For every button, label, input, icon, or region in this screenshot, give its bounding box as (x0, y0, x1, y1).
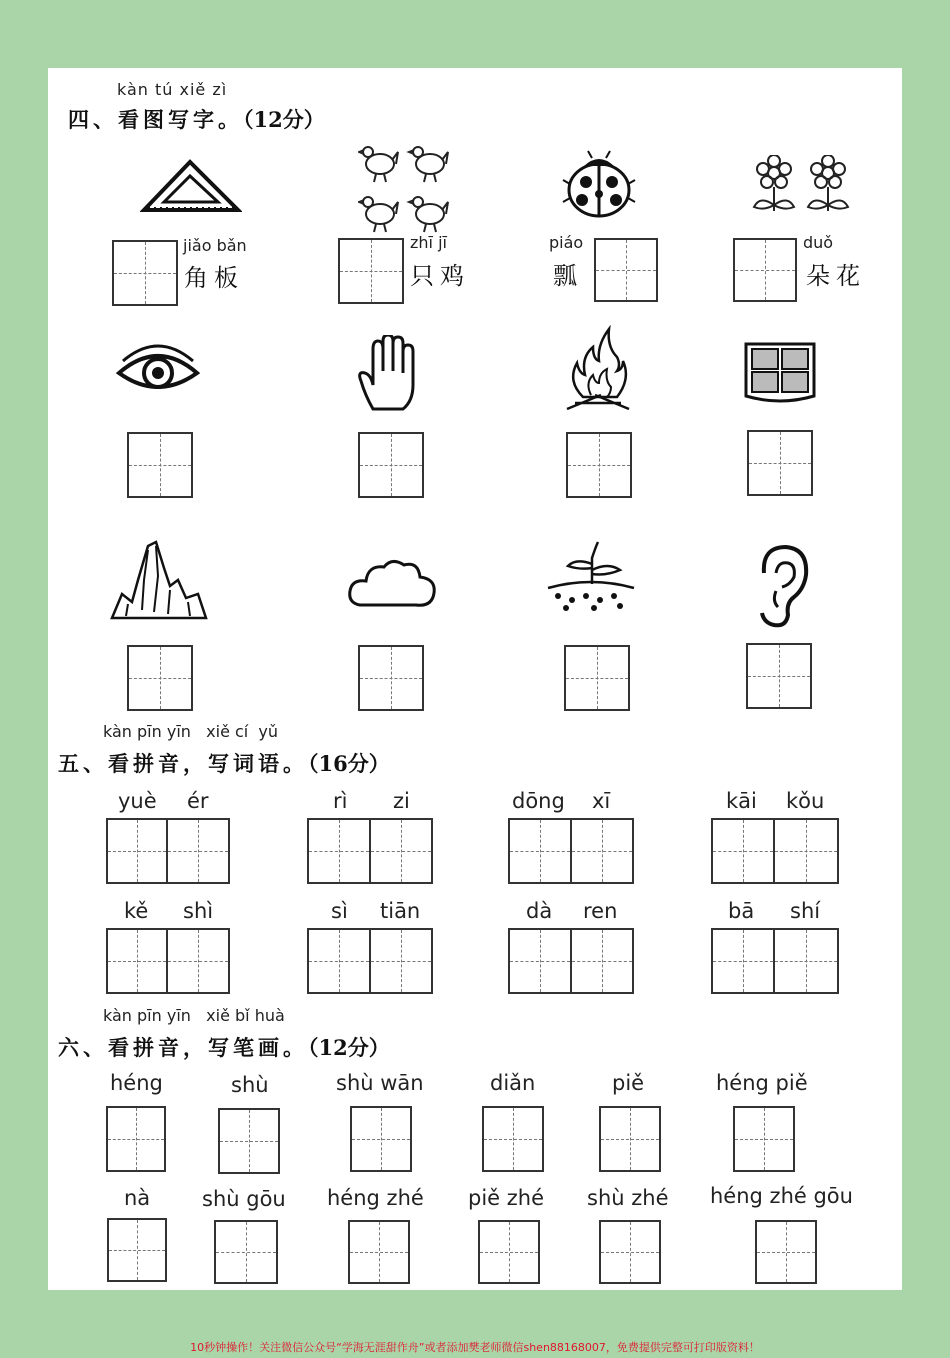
word-pinyin-2: zi (393, 789, 410, 813)
section5-title (58, 748, 390, 778)
word-pinyin-1: yuè (118, 789, 157, 813)
write-box[interactable] (564, 645, 630, 711)
item-pinyin: jiǎo bǎn (183, 236, 247, 255)
stroke-pinyin: héng zhé gōu (710, 1184, 853, 1208)
write-box[interactable] (508, 818, 572, 884)
write-box[interactable] (107, 1218, 167, 1282)
section4-pinyin: kàn tú xiě zì (117, 80, 228, 99)
stroke-pinyin: héng piě (716, 1071, 808, 1095)
word-pinyin-2: shì (183, 899, 214, 923)
write-box[interactable] (733, 238, 797, 302)
section6-pinyin: kàn pīn yīn xiě bǐ huà (103, 1006, 285, 1025)
field-icon (742, 338, 818, 406)
write-box[interactable] (478, 1220, 540, 1284)
hand-icon (355, 335, 423, 413)
fire-icon (563, 325, 633, 413)
write-box[interactable] (755, 1220, 817, 1284)
write-box[interactable] (358, 645, 424, 711)
eye-icon (115, 335, 201, 405)
word-pinyin-2: tiān (380, 899, 421, 923)
section4-title-text: 四、看图写字。 (68, 107, 243, 132)
write-box[interactable] (508, 928, 572, 994)
write-box[interactable] (570, 928, 634, 994)
word-pinyin-1: bā (728, 899, 755, 923)
write-box[interactable] (127, 432, 193, 498)
word-pinyin-1: dà (526, 899, 553, 923)
write-box[interactable] (711, 928, 775, 994)
write-box[interactable] (358, 432, 424, 498)
write-box[interactable] (106, 818, 168, 884)
stroke-pinyin: shù (231, 1073, 269, 1097)
cloud-icon (346, 555, 438, 611)
item-word: 朵花 (806, 262, 866, 290)
write-box[interactable] (566, 432, 632, 498)
stroke-pinyin: piě zhé (468, 1186, 545, 1210)
word-pinyin-1: dōng (512, 789, 565, 813)
chickens-icon (358, 138, 456, 236)
write-box[interactable] (482, 1106, 544, 1172)
word-pinyin-2: ér (187, 789, 209, 813)
section4-title (68, 104, 325, 134)
write-box[interactable] (106, 928, 168, 994)
write-box[interactable] (218, 1108, 280, 1174)
item-word: 角板 (184, 264, 244, 292)
item-word: 瓢 (553, 262, 583, 290)
section6-title (58, 1032, 390, 1062)
word-pinyin-1: sì (331, 899, 348, 923)
write-box[interactable] (570, 818, 634, 884)
write-box[interactable] (747, 430, 813, 496)
write-box[interactable] (307, 818, 371, 884)
word-pinyin-1: kāi (726, 789, 757, 813)
stroke-pinyin: héng zhé (327, 1186, 424, 1210)
word-pinyin-1: rì (333, 789, 348, 813)
write-box[interactable] (348, 1220, 410, 1284)
mountain-icon (108, 540, 210, 622)
write-box[interactable] (166, 818, 230, 884)
word-pinyin-1: kě (124, 899, 149, 923)
write-box[interactable] (127, 645, 193, 711)
item-pinyin: duǒ (803, 233, 834, 252)
stroke-pinyin: diǎn (490, 1071, 536, 1095)
word-pinyin-2: kǒu (786, 789, 825, 813)
word-pinyin-2: ren (583, 899, 618, 923)
word-pinyin-2: shí (790, 899, 821, 923)
write-box[interactable] (338, 238, 404, 304)
write-box[interactable] (369, 928, 433, 994)
write-box[interactable] (369, 818, 433, 884)
section5-pinyin: kàn pīn yīn xiě cí yǔ (103, 722, 279, 741)
write-box[interactable] (773, 928, 839, 994)
item-pinyin: zhī jī (410, 233, 447, 252)
section5-score: （16分） (308, 751, 390, 776)
stroke-pinyin: shù wān (336, 1071, 424, 1095)
section4-score: （12分） (243, 107, 325, 132)
write-box[interactable] (773, 818, 839, 884)
write-box[interactable] (112, 240, 178, 306)
stroke-pinyin: shù zhé (587, 1186, 669, 1210)
write-box[interactable] (594, 238, 658, 302)
write-box[interactable] (214, 1220, 278, 1284)
seedling-icon (546, 540, 636, 614)
write-box[interactable] (733, 1106, 795, 1172)
write-box[interactable] (746, 643, 812, 709)
set-square-icon (140, 158, 242, 214)
write-box[interactable] (350, 1106, 412, 1172)
footer-notice: 10秒钟操作！关注微信公众号“学海无涯甜作舟”或者添加樊老师微信shen88168007，免费提供完整可打印版资料！ (190, 1341, 760, 1354)
stroke-pinyin: héng (110, 1071, 163, 1095)
section5-title-text: 五、看拼音，写词语。 (58, 751, 308, 776)
stroke-pinyin: piě (612, 1071, 645, 1095)
ladybug-icon (562, 150, 636, 220)
write-box[interactable] (599, 1220, 661, 1284)
section6-title-text: 六、看拼音，写笔画。 (58, 1035, 308, 1060)
item-word: 只鸡 (410, 262, 470, 290)
flowers-icon (750, 155, 856, 215)
section6-score: （12分） (308, 1035, 390, 1060)
write-box[interactable] (307, 928, 371, 994)
stroke-pinyin: shù gōu (202, 1187, 286, 1211)
word-pinyin-2: xī (592, 789, 611, 813)
write-box[interactable] (106, 1106, 166, 1172)
ear-icon (750, 543, 812, 629)
write-box[interactable] (599, 1106, 661, 1172)
write-box[interactable] (166, 928, 230, 994)
item-pinyin: piáo (549, 233, 584, 252)
write-box[interactable] (711, 818, 775, 884)
stroke-pinyin: nà (124, 1186, 151, 1210)
